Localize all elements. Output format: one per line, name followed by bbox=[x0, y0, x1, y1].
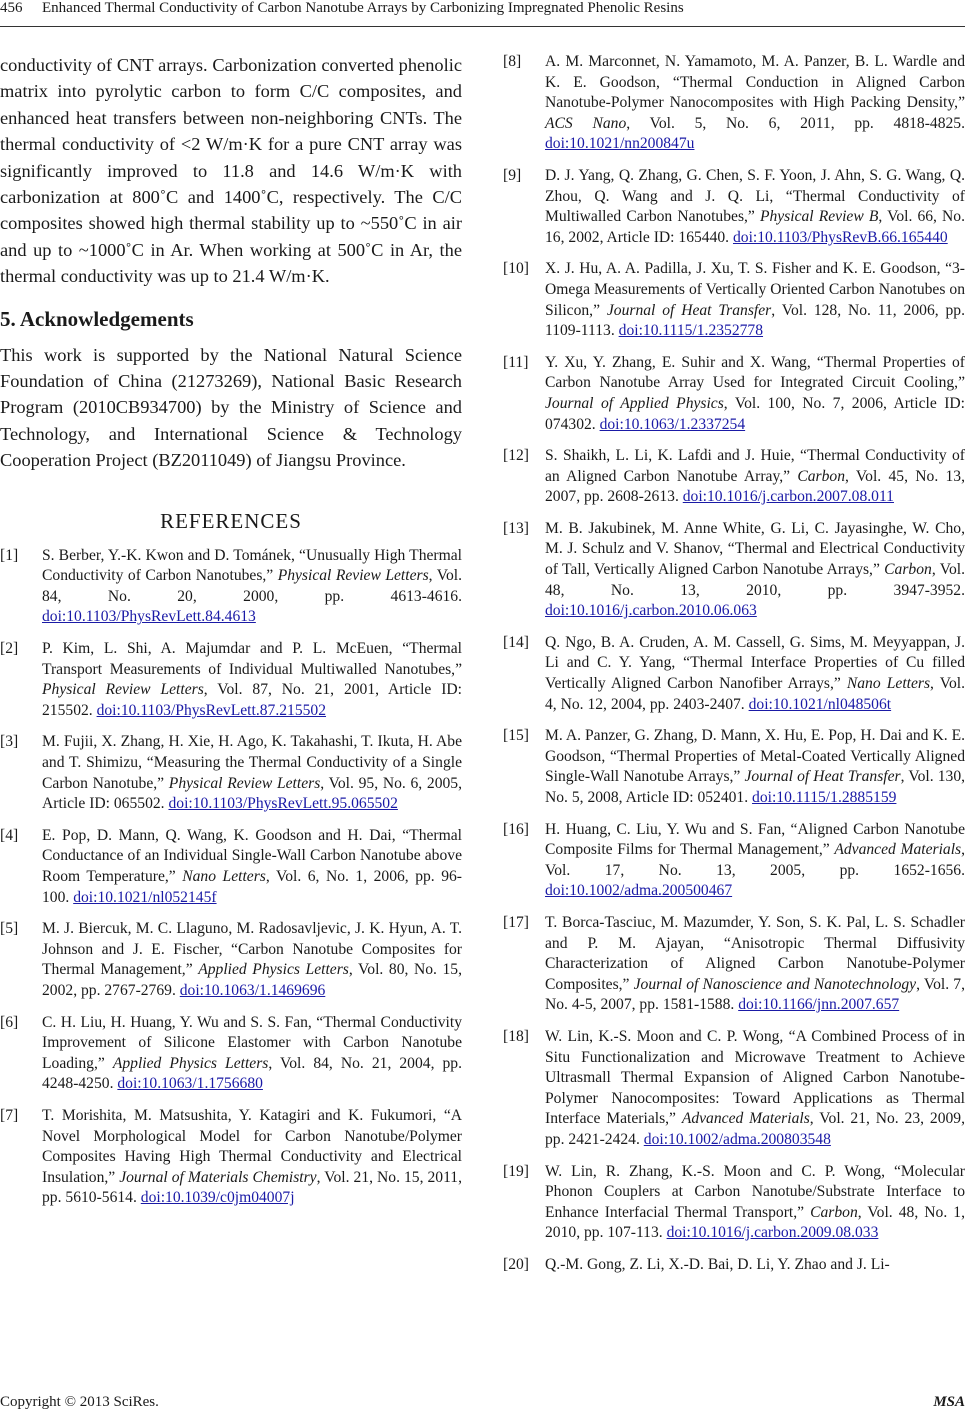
reference-entry bbox=[503, 726, 965, 808]
reference-details: , Vol. 45, No. 13, 2007, pp. 2608-2613. bbox=[545, 467, 965, 506]
reference-text: D. J. Yang, Q. Zhang, G. Chen, S. F. Yoon, J. Ahn, S. G. Wang, Q. Zhou, Q. Wang and J. Q. Li, “Thermal Conductivity of Multiwalled Carbon Nanotubes,” bbox=[545, 166, 965, 226]
reference-details: , Vol. 130, No. 5, 2008, Article ID: 052401. bbox=[545, 768, 965, 806]
reference-entry bbox=[0, 546, 462, 628]
reference-number: [16] bbox=[503, 820, 529, 838]
reference-number: [7] bbox=[0, 1106, 19, 1124]
references-heading: REFERENCES bbox=[160, 508, 302, 533]
reference-details: , Vol. 66, No. 16, 2002, Article ID: 165440. bbox=[545, 208, 965, 246]
reference-number: [8] bbox=[503, 53, 522, 70]
doi-link[interactable]: doi:10.1103/PhysRevLett.95.065502 bbox=[168, 795, 398, 813]
reference-text: T. Borca-Tasciuc, M. Mazumder, Y. Son, S. K. Pal, L. S. Schadler and P. M. Ajayan, “Anisotropic Thermal Diffusivity Characterization of Aligned Carbon Nanotube-Polymer Composites,” bbox=[545, 913, 965, 993]
doi-link[interactable]: doi:10.1063/1.1469696 bbox=[179, 981, 326, 999]
reference-journal: Physical Review B bbox=[759, 208, 879, 226]
reference-journal: Applied Physics Letters bbox=[112, 1054, 269, 1072]
reference-number: [11] bbox=[503, 353, 529, 371]
doi-link[interactable]: doi:10.1115/1.2352778 bbox=[618, 322, 764, 340]
doi-link[interactable]: doi:10.1002/adma.200500467 bbox=[545, 882, 733, 900]
reference-entry bbox=[503, 52, 965, 155]
reference-entry bbox=[0, 826, 462, 908]
reference-list-right bbox=[503, 52, 965, 1275]
left-column bbox=[0, 52, 462, 1220]
reference-entry bbox=[503, 633, 965, 715]
reference-journal: Physical Review Letters bbox=[42, 681, 204, 699]
reference-number: [19] bbox=[503, 1162, 529, 1180]
running-title: Enhanced Thermal Conductivity of Carbon Nanotube Arrays by Carbonizing Impregnated Phenolic Resins bbox=[42, 0, 684, 16]
reference-number: [6] bbox=[0, 1013, 19, 1031]
reference-number: [12] bbox=[503, 447, 529, 465]
reference-entry bbox=[503, 820, 965, 902]
reference-journal: Physical Review Letters bbox=[168, 774, 321, 792]
reference-number: [1] bbox=[0, 546, 19, 564]
reference-journal: Journal of Materials Chemistry bbox=[119, 1168, 317, 1186]
acknowledgements-heading: 5. Acknowledgements bbox=[0, 306, 194, 331]
reference-text: S. Shaikh, L. Li, K. Lafdi and J. Huie, “Thermal Conductivity of an Aligned Carbon Nanotube Array,” bbox=[545, 447, 965, 485]
doi-link[interactable]: doi:10.1103/PhysRevLett.87.215502 bbox=[96, 701, 327, 719]
reference-text: T. Morishita, M. Matsushita, Y. Katagiri and K. Fukumori, “A Novel Morphological Model for Carbon Nanotube/Polymer Composites Having High Thermal Conductivity and Electrical Insulation,” bbox=[42, 1106, 462, 1186]
reference-details: , Vol. 17, No. 13, 2005, pp. 1652-1656. bbox=[545, 841, 965, 879]
reference-journal: Journal of Heat Transfer bbox=[606, 301, 772, 319]
reference-journal: Applied Physics Letters bbox=[198, 961, 349, 979]
reference-journal: Nano Letters bbox=[846, 675, 931, 693]
reference-entry bbox=[0, 732, 462, 814]
reference-entry bbox=[503, 1255, 965, 1276]
reference-entry bbox=[503, 1162, 965, 1244]
reference-details: , Vol. 80, No. 15, 2002, pp. 2767-2769. bbox=[42, 961, 463, 999]
reference-details: , Vol. 84, No. 21, 2004, pp. 4248-4250. bbox=[42, 1054, 462, 1093]
reference-entry bbox=[503, 446, 965, 508]
doi-link[interactable]: doi:10.1103/PhysRevLett.84.4613 bbox=[42, 608, 256, 626]
reference-journal: Physical Review Letters bbox=[277, 567, 429, 585]
doi-link[interactable]: doi:10.1016/j.carbon.2009.08.033 bbox=[666, 1224, 879, 1242]
reference-entry bbox=[503, 353, 965, 435]
reference-text: C. H. Liu, H. Huang, Y. Wu and S. S. Fan, “Thermal Conductivity Improvement of Silicone Elastomer with Carbon Nanotube Loading,” bbox=[42, 1013, 462, 1072]
reference-journal: Nano Letters bbox=[182, 868, 266, 885]
reference-journal: Journal of Applied Physics bbox=[545, 394, 724, 412]
reference-details: , Vol. 4, No. 12, 2004, pp. 2403-2407. bbox=[545, 675, 965, 713]
reference-details: , Vol. 21, No. 15, 2011, pp. 5610-5614. bbox=[42, 1168, 462, 1207]
doi-link[interactable]: doi:10.1021/nl048506t bbox=[748, 695, 892, 713]
reference-text: M. J. Biercuk, M. C. Llaguno, M. Radosavljevic, J. K. Hyun, A. T. Johnson and J. E. Fischer, “Carbon Nanotube Composites for Thermal Management,” bbox=[42, 920, 462, 979]
reference-details: , Vol. 84, No. 20, 2000, pp. 4613-4616. bbox=[42, 567, 462, 605]
reference-entry bbox=[503, 913, 965, 1016]
doi-link[interactable]: doi:10.1021/nn200847u bbox=[545, 135, 695, 153]
reference-text: P. Kim, L. Shi, A. Majumdar and P. L. McEuen, “Thermal Transport Measurements of Individual Multiwalled Nanotubes,” bbox=[42, 640, 462, 678]
reference-journal: ACS Nano bbox=[545, 114, 627, 132]
reference-text: M. B. Jakubinek, M. Anne White, G. Li, C. Jayasinghe, W. Cho, M. J. Schulz and V. Shanov, “Thermal and Electrical Conductivity of Tall, Vertically Aligned Carbon Nanotube Arrays,” bbox=[545, 519, 965, 579]
reference-number: [20] bbox=[503, 1255, 529, 1273]
acknowledgements-paragraph: This work is supported by the National Natural Science Foundation of China (21273269), National Basic Research Program (2010CB934700) by the Ministry of Science and Technology, and International Science & Technology Cooperation Project (BZ2011049) of Jiangsu Province. bbox=[0, 344, 462, 471]
reference-entry bbox=[503, 519, 965, 622]
doi-link[interactable]: doi:10.1021/nl052145f bbox=[73, 888, 217, 906]
doi-link[interactable]: doi:10.1063/1.2337254 bbox=[599, 415, 746, 433]
reference-entry bbox=[0, 919, 462, 1001]
reference-number: [2] bbox=[0, 640, 19, 658]
reference-number: [9] bbox=[503, 166, 522, 184]
reference-journal: Carbon bbox=[797, 467, 846, 485]
running-header bbox=[0, 0, 965, 28]
reference-details: , Vol. 128, No. 11, 2006, pp. 1109-1113. bbox=[545, 301, 965, 340]
doi-link[interactable]: doi:10.1166/jnn.2007.657 bbox=[738, 996, 900, 1014]
reference-number: [13] bbox=[503, 519, 529, 537]
reference-number: [10] bbox=[503, 260, 529, 278]
reference-entry bbox=[503, 259, 965, 341]
reference-entry bbox=[0, 1013, 462, 1095]
reference-details: , Vol. 5, No. 6, 2011, pp. 4818-4825. bbox=[626, 114, 965, 132]
reference-entry bbox=[0, 1106, 462, 1209]
reference-journal: Carbon bbox=[884, 561, 932, 579]
reference-journal: Advanced Materials bbox=[681, 1110, 810, 1128]
header-rule bbox=[0, 26, 965, 27]
reference-details: , Vol. 7, No. 4-5, 2007, pp. 1581-1588. bbox=[545, 975, 965, 1014]
reference-text: Q.-M. Gong, Z. Li, X.-D. Bai, D. Li, Y. Zhao and J. Li- bbox=[545, 1255, 890, 1273]
doi-link[interactable]: doi:10.1016/j.carbon.2007.08.011 bbox=[682, 488, 894, 506]
journal-abbreviation: MSA bbox=[933, 1394, 965, 1410]
reference-number: [15] bbox=[503, 727, 529, 745]
reference-text: M. Fujii, X. Zhang, H. Xie, H. Ago, K. Takahashi, T. Ikuta, H. Abe and T. Shimizu, “Measuring the Thermal Conductivity of a Single Carbon Nanotube,” bbox=[42, 733, 462, 792]
reference-text: X. J. Hu, A. A. Padilla, J. Xu, T. S. Fisher and K. E. Goodson, “3-Omega Measurements of Vertically Oriented Carbon Nanotubes on Silicon,” bbox=[545, 260, 965, 319]
reference-journal: Journal of Nanoscience and Nanotechnology bbox=[633, 975, 917, 993]
doi-link[interactable]: doi:10.1103/PhysRevB.66.165440 bbox=[732, 228, 948, 246]
reference-details: , Vol. 48, No. 1, 2010, pp. 107-113. bbox=[545, 1203, 965, 1242]
reference-details: , Vol. 21, No. 23, 2009, pp. 2421-2424. bbox=[545, 1110, 965, 1148]
reference-text: M. A. Panzer, G. Zhang, D. Mann, X. Hu, E. Pop, H. Dai and K. E. Goodson, “Thermal Properties of Metal-Coated Vertically Aligned Single-Wall Nanotube Arrays,” bbox=[545, 727, 965, 786]
reference-number: [14] bbox=[503, 633, 529, 651]
page-number: 456 bbox=[0, 0, 23, 16]
reference-journal: Journal of Heat Transfer bbox=[744, 768, 901, 786]
reference-text: H. Huang, C. Liu, Y. Wu and S. Fan, “Aligned Carbon Nanotube Composite Films for Thermal Management,” bbox=[545, 820, 965, 859]
reference-text: A. M. Marconnet, N. Yamamoto, M. A. Panzer, B. L. Wardle and K. E. Goodson, “Thermal Conduction in Aligned Carbon Nanotube-Polymer Nanocomposites with High Packing Density,” bbox=[545, 53, 965, 112]
doi-link[interactable]: doi:10.1115/1.2885159 bbox=[752, 789, 897, 806]
reference-number: [5] bbox=[0, 920, 19, 938]
reference-text: Q. Ngo, B. A. Cruden, A. M. Cassell, G. Sims, M. Meyyappan, J. Li and C. Y. Yang, “Thermal Interface Properties of Cu filled Vertically Aligned Carbon Nanofiber Arrays,” bbox=[545, 633, 965, 693]
doi-link[interactable]: doi:10.1002/adma.200803548 bbox=[643, 1130, 831, 1148]
page-footer bbox=[0, 1394, 965, 1414]
reference-text: E. Pop, D. Mann, Q. Wang, K. Goodson and H. Dai, “Thermal Conductance of an Individual Single-Wall Carbon Nanotube above Room Temperature,” bbox=[42, 826, 462, 885]
reference-list-left bbox=[0, 546, 462, 1209]
reference-journal: Advanced Materials bbox=[834, 841, 962, 859]
right-column bbox=[503, 52, 965, 1286]
doi-link[interactable]: doi:10.1039/c0jm04007j bbox=[140, 1189, 295, 1207]
doi-link[interactable]: doi:10.1063/1.1756680 bbox=[117, 1075, 263, 1093]
copyright-notice: Copyright © 2013 SciRes. bbox=[0, 1394, 159, 1410]
reference-entry bbox=[503, 166, 965, 248]
reference-details: , Vol. 95, No. 6, 2005, Article ID: 065502. bbox=[42, 774, 462, 813]
reference-text: W. Lin, R. Zhang, K.-S. Moon and C. P. Wong, “Molecular Phonon Couplers at Carbon Nanotube/Substrate Interface to Enhance Interfacial Thermal Transport,” bbox=[545, 1162, 965, 1221]
reference-details: , Vol. 87, No. 21, 2001, Article ID: 215502. bbox=[42, 681, 462, 719]
reference-number: [17] bbox=[503, 913, 529, 931]
reference-entry bbox=[0, 639, 462, 721]
reference-entry bbox=[503, 1027, 965, 1151]
reference-number: [3] bbox=[0, 733, 19, 751]
reference-text: Y. Xu, Y. Zhang, E. Suhir and X. Wang, “Thermal Properties of Carbon Nanotube Array Used for Integrated Circuit Cooling,” bbox=[545, 353, 965, 392]
reference-journal: Carbon bbox=[810, 1203, 858, 1221]
reference-number: [18] bbox=[503, 1027, 529, 1045]
reference-details: , Vol. 6, No. 1, 2006, pp. 96-100. bbox=[42, 868, 462, 906]
reference-text: S. Berber, Y.-K. Kwon and D. Tománek, “Unusually High Thermal Conductivity of Carbon Nanotubes,” bbox=[42, 546, 462, 585]
reference-details: , Vol. 48, No. 13, 2010, pp. 3947-3952. bbox=[545, 561, 965, 599]
conclusion-paragraph: conductivity of CNT arrays. Carbonization converted phenolic matrix into pyrolytic carbon to form C/C composites, and enhanced heat transfers between non-neighboring CNTs. The thermal conductivity of <2 W/m·K for a pure CNT array was significantly improved to 11.8 and 14.6 W/m·K with carbonization at 800˚C and 1400˚C, respectively. The C/C composites showed high thermal stability up to ~550˚C in air and up to ~1000˚C in Ar. When working at 500˚C in Ar, the thermal conductivity was up to 21.4 W/m·K. bbox=[0, 55, 462, 287]
reference-details: , Vol. 100, No. 7, 2006, Article ID: 074302. bbox=[545, 394, 965, 433]
reference-number: [4] bbox=[0, 826, 19, 844]
doi-link[interactable]: doi:10.1016/j.carbon.2010.06.063 bbox=[545, 602, 757, 620]
reference-text: W. Lin, K.-S. Moon and C. P. Wong, “A Combined Process of in Situ Functionalization and Microwave Treatment to Achieve Ultrasmall Thermal Expansion of Aligned Carbon Nanotube-Polymer Nanocomposites: Toward Applications as Thermal Interface Materials,” bbox=[545, 1027, 965, 1128]
